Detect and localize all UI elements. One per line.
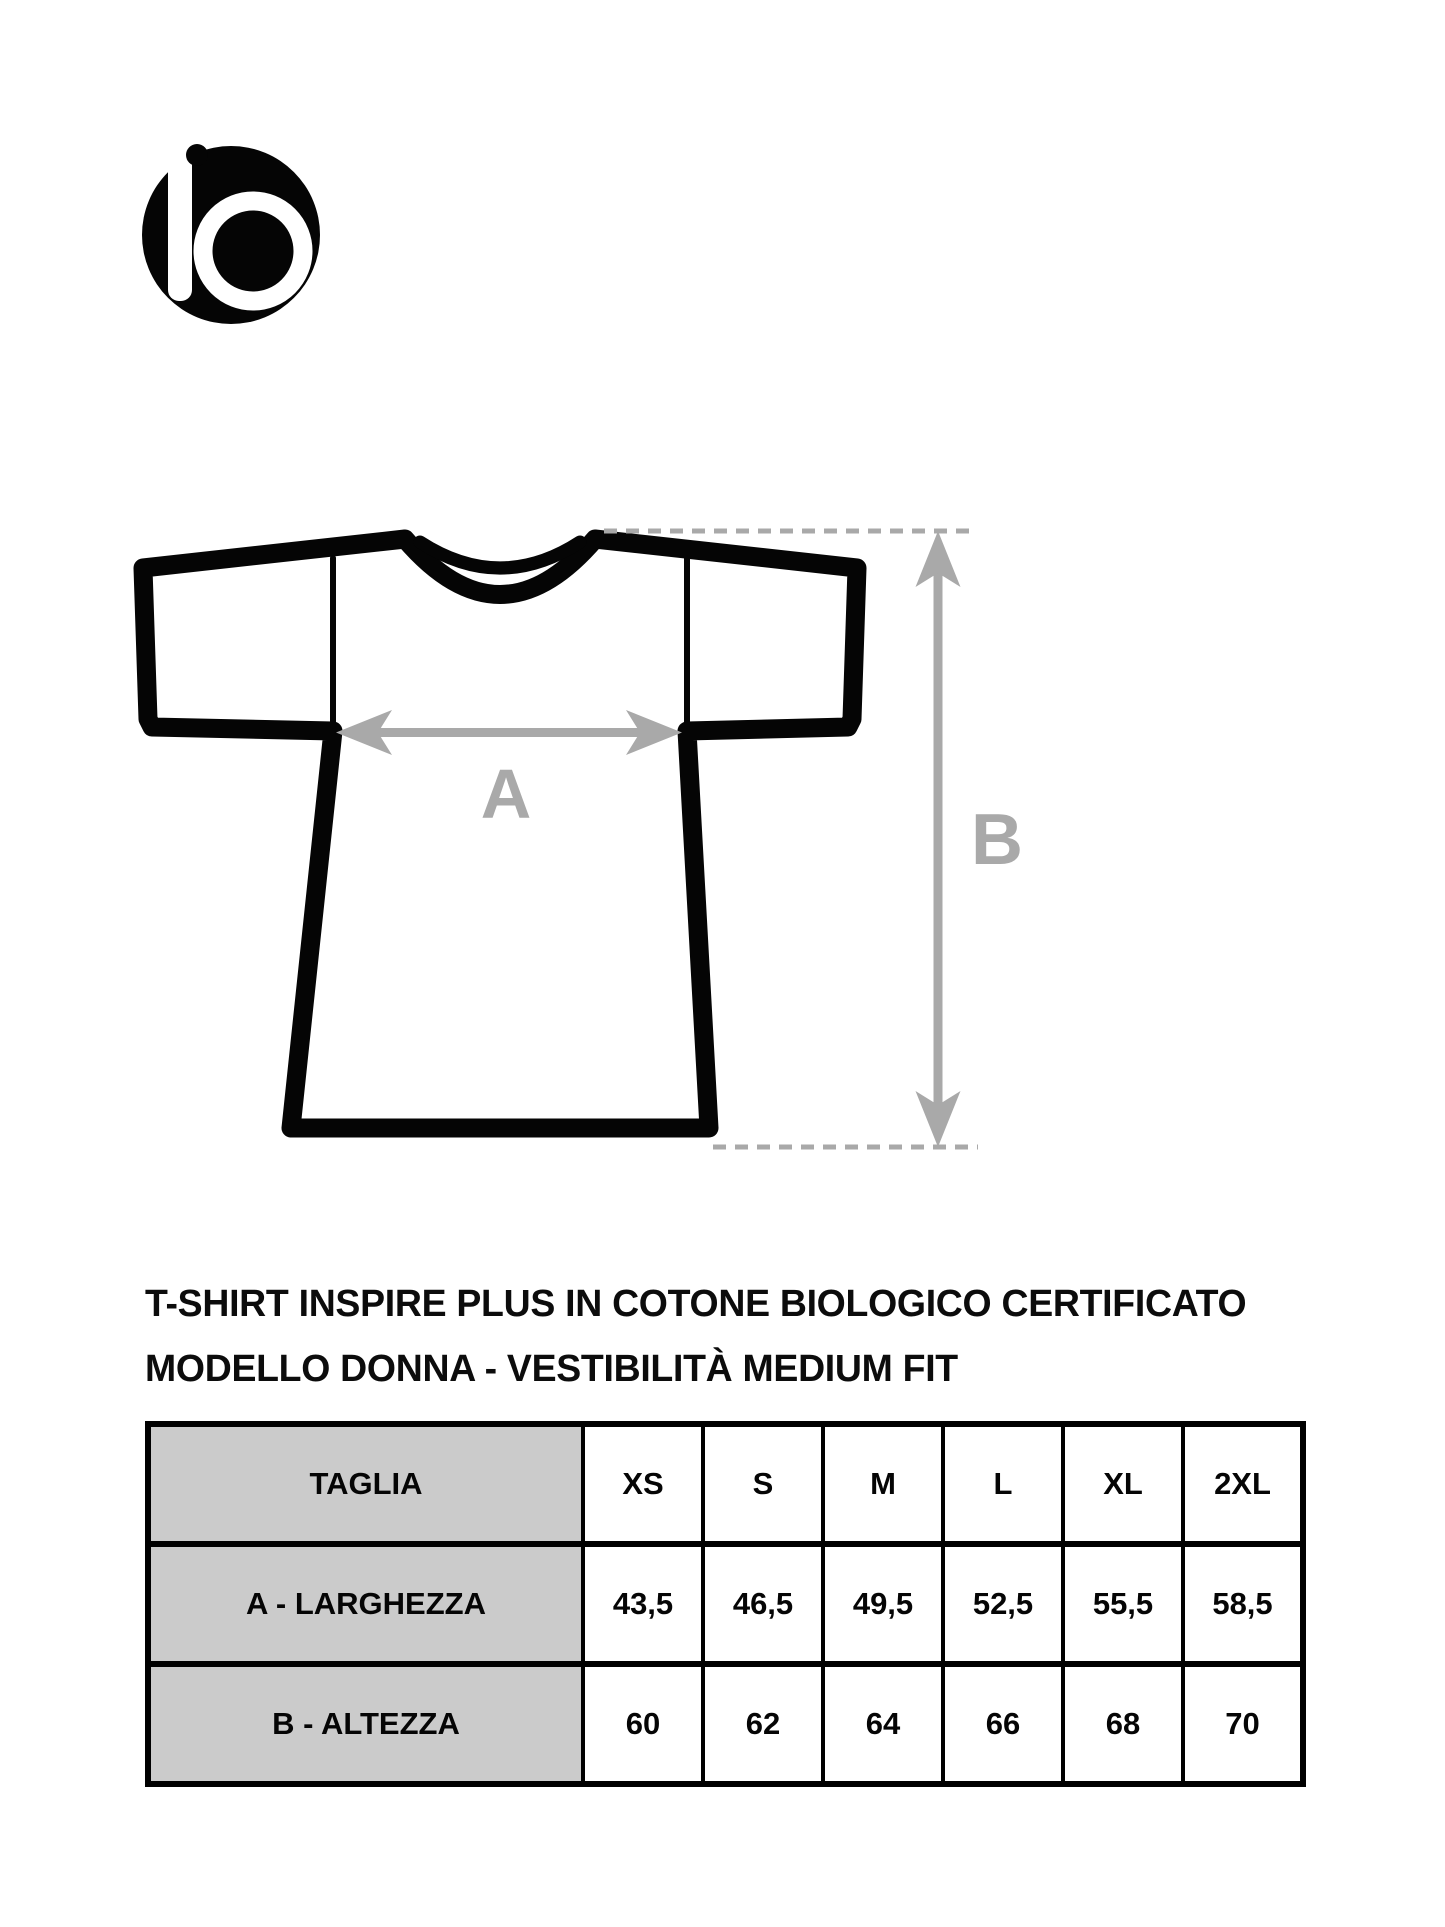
tshirt-outline	[143, 539, 857, 1128]
size-table-width-row	[148, 1544, 1303, 1664]
row-label-larghezza: A - LARGHEZZA	[148, 1544, 583, 1664]
header-cell-l: L	[943, 1424, 1063, 1544]
width-value-m: 49,5	[823, 1544, 943, 1664]
logo-i-dot-notch	[186, 144, 208, 166]
product-title-line2: MODELLO DONNA - VESTIBILITÀ MEDIUM FIT	[145, 1348, 958, 1390]
height-value-2xl: 70	[1183, 1664, 1303, 1784]
header-cell-xs: XS	[583, 1424, 703, 1544]
width-value-s: 46,5	[703, 1544, 823, 1664]
height-label: B	[971, 800, 1023, 880]
width-value-2xl: 58,5	[1183, 1544, 1303, 1664]
product-title	[145, 1272, 1327, 1402]
size-table-height-row	[148, 1664, 1303, 1784]
width-label: A	[480, 755, 532, 833]
size-table-header-row	[148, 1424, 1303, 1544]
header-cell-taglia: TAGLIA	[148, 1424, 583, 1544]
height-value-xl: 68	[1063, 1664, 1183, 1784]
height-value-l: 66	[943, 1664, 1063, 1784]
height-value-m: 64	[823, 1664, 943, 1784]
header-cell-s: S	[703, 1424, 823, 1544]
tshirt-body	[143, 539, 857, 1128]
height-value-s: 62	[703, 1664, 823, 1784]
row-label-altezza: B - ALTEZZA	[148, 1664, 583, 1784]
height-arrow	[916, 531, 961, 1147]
header-cell-m: M	[823, 1424, 943, 1544]
width-value-xs: 43,5	[583, 1544, 703, 1664]
brand-logo	[142, 144, 320, 324]
logo-letter-stem	[168, 151, 192, 301]
header-cell-xl: XL	[1063, 1424, 1183, 1544]
width-value-xl: 55,5	[1063, 1544, 1183, 1664]
header-cell-2xl: 2XL	[1183, 1424, 1303, 1544]
width-value-l: 52,5	[943, 1544, 1063, 1664]
size-table	[145, 1421, 1306, 1787]
height-value-xs: 60	[583, 1664, 703, 1784]
product-title-line1: T-SHIRT INSPIRE PLUS IN COTONE BIOLOGICO CERTIFICATO	[145, 1283, 1247, 1325]
